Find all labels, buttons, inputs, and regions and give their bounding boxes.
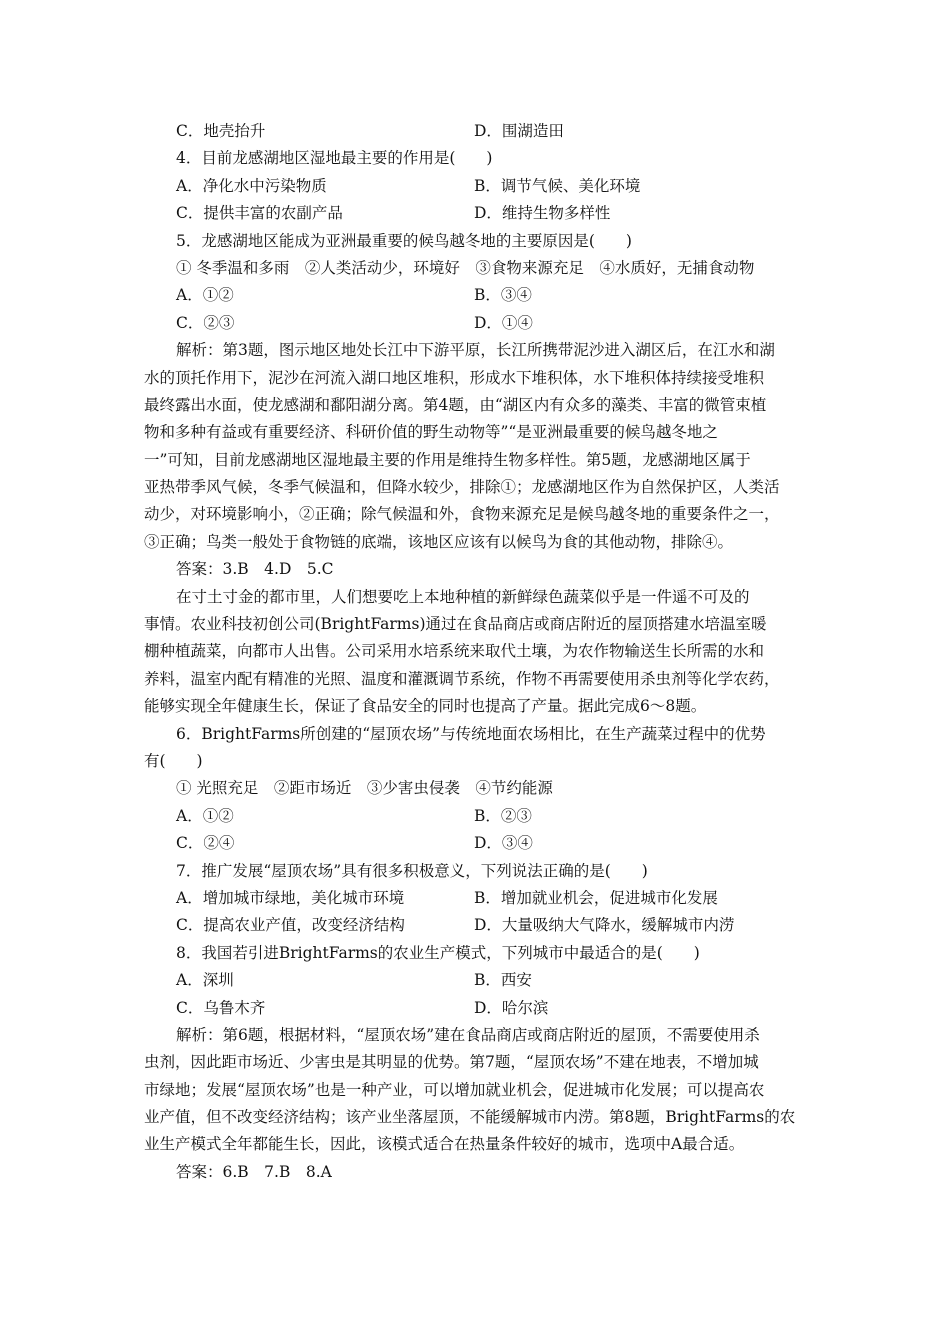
material-line: 能够实现全年健康生长，保证了食品安全的同时也提高了产量。据此完成6～8题。 <box>144 697 707 716</box>
q6-option-b: B．②③ <box>474 806 532 825</box>
q4-stem: 4．目前龙感湖地区湿地最主要的作用是( ) <box>176 149 493 168</box>
q3-options-row-cd <box>176 118 810 145</box>
q8-option-d: D．哈尔滨 <box>474 998 549 1017</box>
analysis-line: 亚热带季风气候，冬季气候温和，但降水较少，排除①；龙感湖地区作为自然保护区，人类活 <box>144 478 780 497</box>
material-line: 棚种植蔬菜，向都市人出售。公司采用水培系统来取代土壤，为农作物输送生长所需的水和 <box>144 642 765 661</box>
q5-option-b: B．③④ <box>474 286 532 305</box>
analysis-line: 解析：第3题，图示地区地处长江中下游平原，长江所携带泥沙进入湖区后，在江水和湖 <box>176 341 775 360</box>
q4-option-c: C．提供丰富的农副产品 <box>176 204 343 223</box>
analysis-6-8 <box>144 1022 810 1159</box>
q3-option-d: D．围湖造田 <box>474 122 564 140</box>
q6-option-a: A．①② <box>176 806 234 825</box>
material-paragraph <box>144 584 810 721</box>
analysis-line: 虫剂，因此距市场近、少害虫是其明显的优势。第7题，“屋顶农场”不建在地表，不增加城 <box>144 1053 759 1072</box>
q5-option-d: D．①④ <box>474 313 533 332</box>
q4-options-row-cd <box>176 200 810 227</box>
q5-stem: 5．龙感湖地区能成为亚洲最重要的候鸟越冬地的主要原因是( ) <box>176 231 632 250</box>
analysis-line: 业产值，但不改变经济结构；该产业坐落屋顶，不能缓解城市内涝。第8题，BrightFarms的农 <box>144 1108 796 1127</box>
q6-choices: ① 光照充足 ②距市场近 ③少害虫侵袭 ④节约能源 <box>176 779 553 798</box>
q3-option-c: C．地壳抬升 <box>176 122 266 140</box>
q5-options-row-ab <box>176 282 810 309</box>
q5-choices: ① 冬季温和多雨 ②人类活动少，环境好 ③食物来源充足 ④水质好，无捕食动物 <box>176 258 755 277</box>
q5-options-row-cd <box>176 310 810 337</box>
analysis-line: 动少，对环境影响小，②正确；除气候温和外，食物来源充足是候鸟越冬地的重要条件之一， <box>144 505 780 524</box>
analysis-line: 最终露出水面，使龙感湖和鄱阳湖分离。第4题，由“湖区内有众多的藻类、丰富的微管束植 <box>144 395 767 414</box>
analysis-line: ③正确；鸟类一般处于食物链的底端，该地区应该有以候鸟为食的其他动物，排除④。 <box>144 532 734 551</box>
q4-options-row-ab <box>176 173 810 200</box>
q8-option-b: B．西安 <box>474 971 532 990</box>
q5-option-a: A．①② <box>176 286 234 305</box>
material-line: 养料，温室内配有精准的光照、温度和灌溉调节系统，作物不再需要使用杀虫剂等化学农药， <box>144 669 780 688</box>
q8-option-c: C．乌鲁木齐 <box>176 998 266 1017</box>
q8-stem: 8．我国若引进BrightFarms的农业生产模式，下列城市中最适合的是( ) <box>176 943 700 962</box>
q6-options-row-ab <box>176 803 810 830</box>
q7-option-a: A．增加城市绿地，美化城市环境 <box>176 888 405 907</box>
q8-options-row-ab <box>176 967 810 994</box>
analysis-line: 市绿地；发展“屋顶农场”也是一种产业，可以增加就业机会，促进城市化发展；可以提高农 <box>144 1080 765 1099</box>
q4-option-a: A．净化水中污染物质 <box>176 176 327 195</box>
q7-options-row-cd <box>176 912 810 939</box>
q7-option-d: D．大量吸纳大气降水，缓解城市内涝 <box>474 916 735 935</box>
q4-option-b: B．调节气候、美化环境 <box>474 176 641 195</box>
analysis-line: 解析：第6题，根据材料，“屋顶农场”建在食品商店或商店附近的屋顶，不需要使用杀 <box>176 1025 760 1044</box>
q7-option-b: B．增加就业机会，促进城市化发展 <box>474 888 718 907</box>
q8-options-row-cd <box>176 995 810 1022</box>
analysis-line: 一”可知，目前龙感湖地区湿地最主要的作用是维持生物多样性。第5题，龙感湖地区属于 <box>144 450 751 469</box>
material-line: 事情。农业科技初创公司(BrightFarms)通过在食品商店或商店附近的屋顶搭建水培温室暖 <box>144 615 767 634</box>
material-line: 在寸土寸金的都市里，人们想要吃上本地种植的新鲜绿色蔬菜似乎是一件遥不可及的 <box>176 587 750 606</box>
q6-options-row-cd <box>176 830 810 857</box>
q5-option-c: C．②③ <box>176 313 235 332</box>
q4-option-d: D．维持生物多样性 <box>474 204 611 223</box>
q8-option-a: A．深圳 <box>176 971 234 990</box>
answer-6-8: 答案：6.B 7.B 8.A <box>176 1162 332 1181</box>
q6-stem-line2: 有( ) <box>144 751 203 770</box>
q7-option-c: C．提高农业产值，改变经济结构 <box>176 916 405 935</box>
analysis-line: 物和多种有益或有重要经济、科研价值的野生动物等”“是亚洲最重要的候鸟越冬地之 <box>144 423 718 442</box>
q6-option-c: C．②④ <box>176 834 235 853</box>
q7-stem: 7．推广发展“屋顶农场”具有很多积极意义，下列说法正确的是( ) <box>176 861 648 880</box>
q6-option-d: D．③④ <box>474 834 533 853</box>
q6-stem-line1: 6．BrightFarms所创建的“屋顶农场”与传统地面农场相比，在生产蔬菜过程中的优势 <box>176 724 766 743</box>
analysis-line: 业生产模式全年都能生长，因此，该模式适合在热量条件较好的城市，选项中A最合适。 <box>144 1135 745 1154</box>
analysis-3-5 <box>144 337 810 556</box>
answer-3-5: 答案：3.B 4.D 5.C <box>176 560 334 579</box>
q7-options-row-ab <box>176 885 810 912</box>
analysis-line: 水的顶托作用下，泥沙在河流入湖口地区堆积，形成水下堆积体，水下堆积体持续接受堆积 <box>144 368 765 387</box>
